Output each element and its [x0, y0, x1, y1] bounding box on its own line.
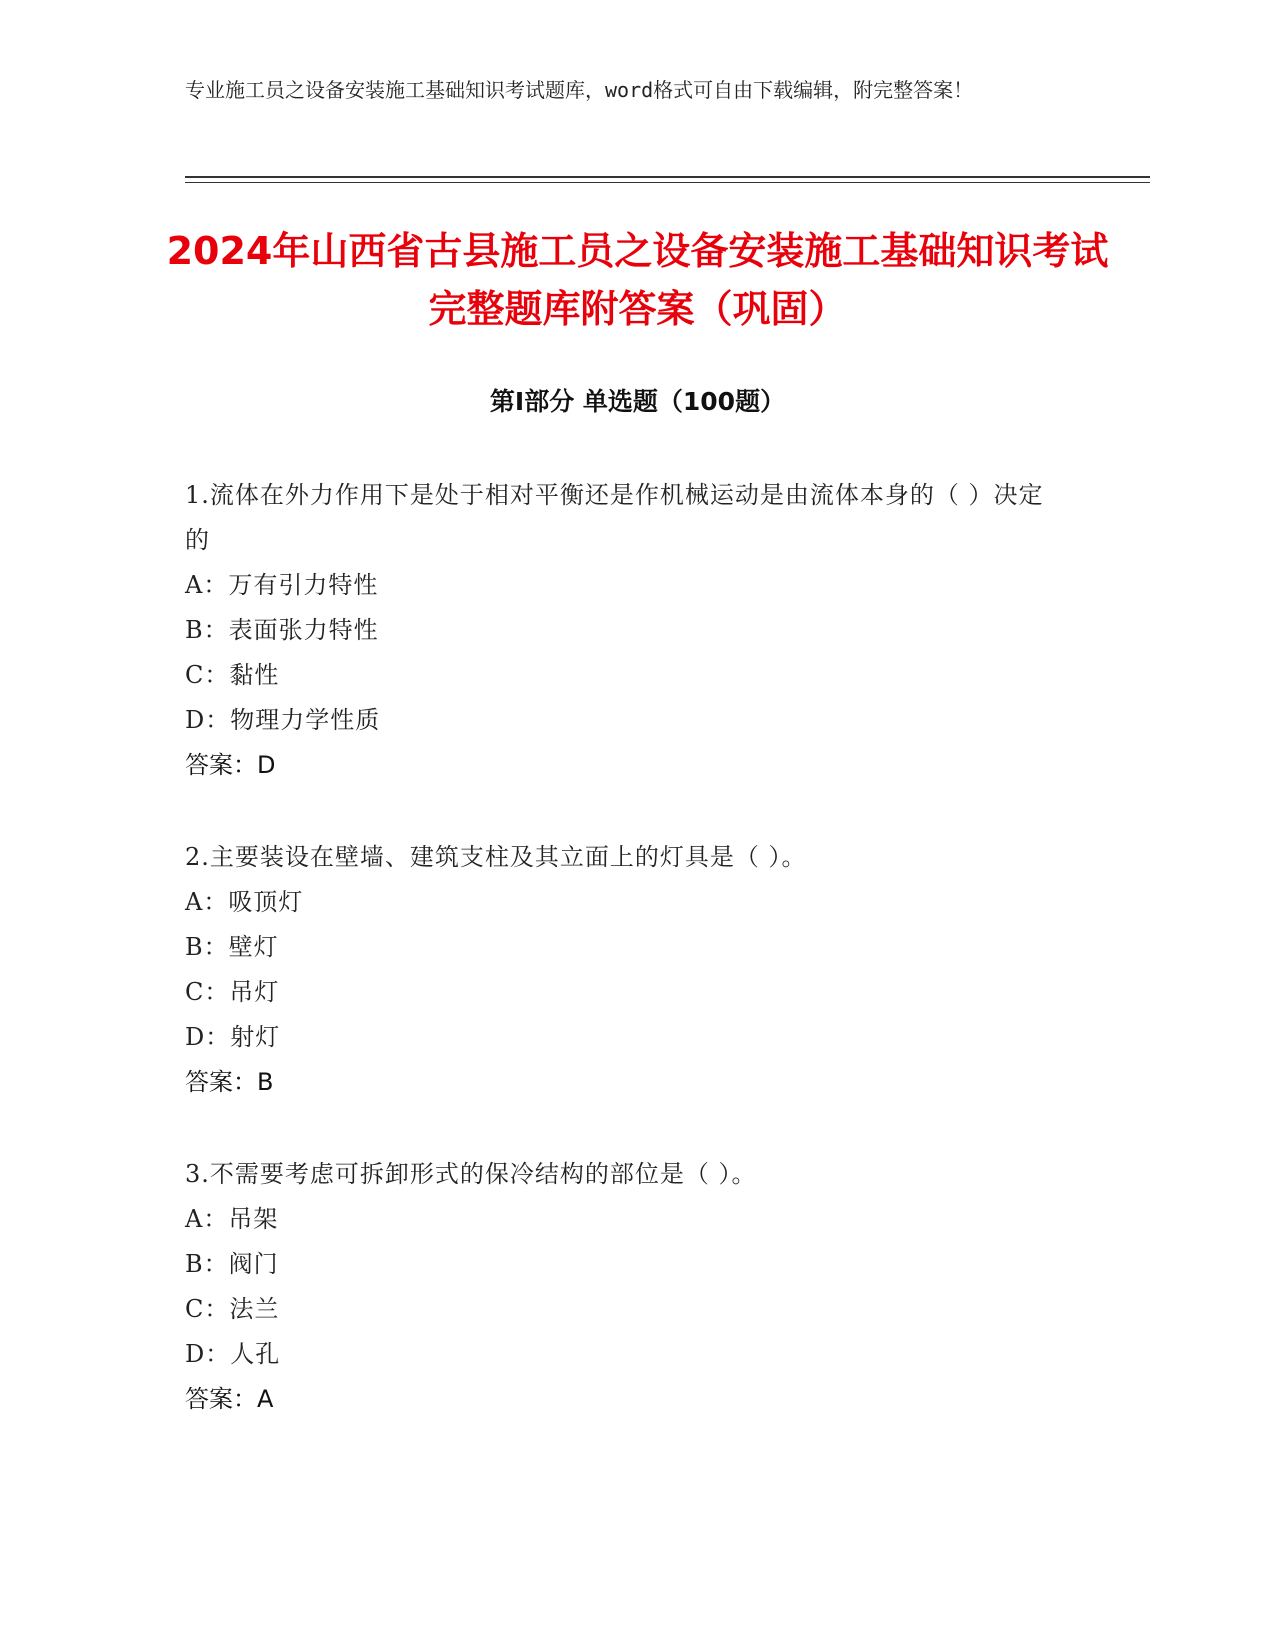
option-d: D：物理力学性质 — [185, 706, 381, 734]
option-c: C：黏性 — [185, 661, 280, 689]
option-a: A：吸顶灯 — [185, 888, 304, 916]
question-2 — [185, 835, 1065, 1105]
option-d: D：人孔 — [185, 1340, 281, 1368]
question-stem: 3.不需要考虑可拆卸形式的保冷结构的部位是（ ）。 — [185, 1160, 757, 1188]
question-stem: 1.流体在外力作用下是处于相对平衡还是作机械运动是由流体本身的（ ）决定的 — [185, 481, 1044, 554]
option-c: C：法兰 — [185, 1295, 280, 1323]
option-c: C：吊灯 — [185, 978, 280, 1006]
header-divider-thin — [185, 182, 1150, 183]
answer: 答案：A — [185, 1385, 274, 1413]
answer: 答案：B — [185, 1068, 274, 1096]
option-a: A：万有引力特性 — [185, 571, 379, 599]
answer: 答案：D — [185, 751, 276, 779]
option-b: B：壁灯 — [185, 933, 279, 961]
question-3 — [185, 1152, 1065, 1422]
question-stem: 2.主要装设在壁墙、建筑支柱及其立面上的灯具是（ ）。 — [185, 843, 807, 871]
section-heading: 第Ⅰ部分 单选题（100题） — [489, 387, 786, 416]
option-d: D：射灯 — [185, 1023, 281, 1051]
question-1 — [185, 473, 1065, 788]
option-b: B：表面张力特性 — [185, 616, 379, 644]
header-note: 专业施工员之设备安装施工基础知识考试题库，word格式可自由下载编辑，附完整答案！ — [185, 78, 974, 102]
option-a: A：吊架 — [185, 1205, 279, 1233]
option-b: B：阀门 — [185, 1250, 279, 1278]
header-divider-thick — [185, 176, 1150, 178]
document-title: 2024年山西省古县施工员之设备安装施工基础知识考试完整题库附答案（巩固） — [166, 229, 1109, 331]
